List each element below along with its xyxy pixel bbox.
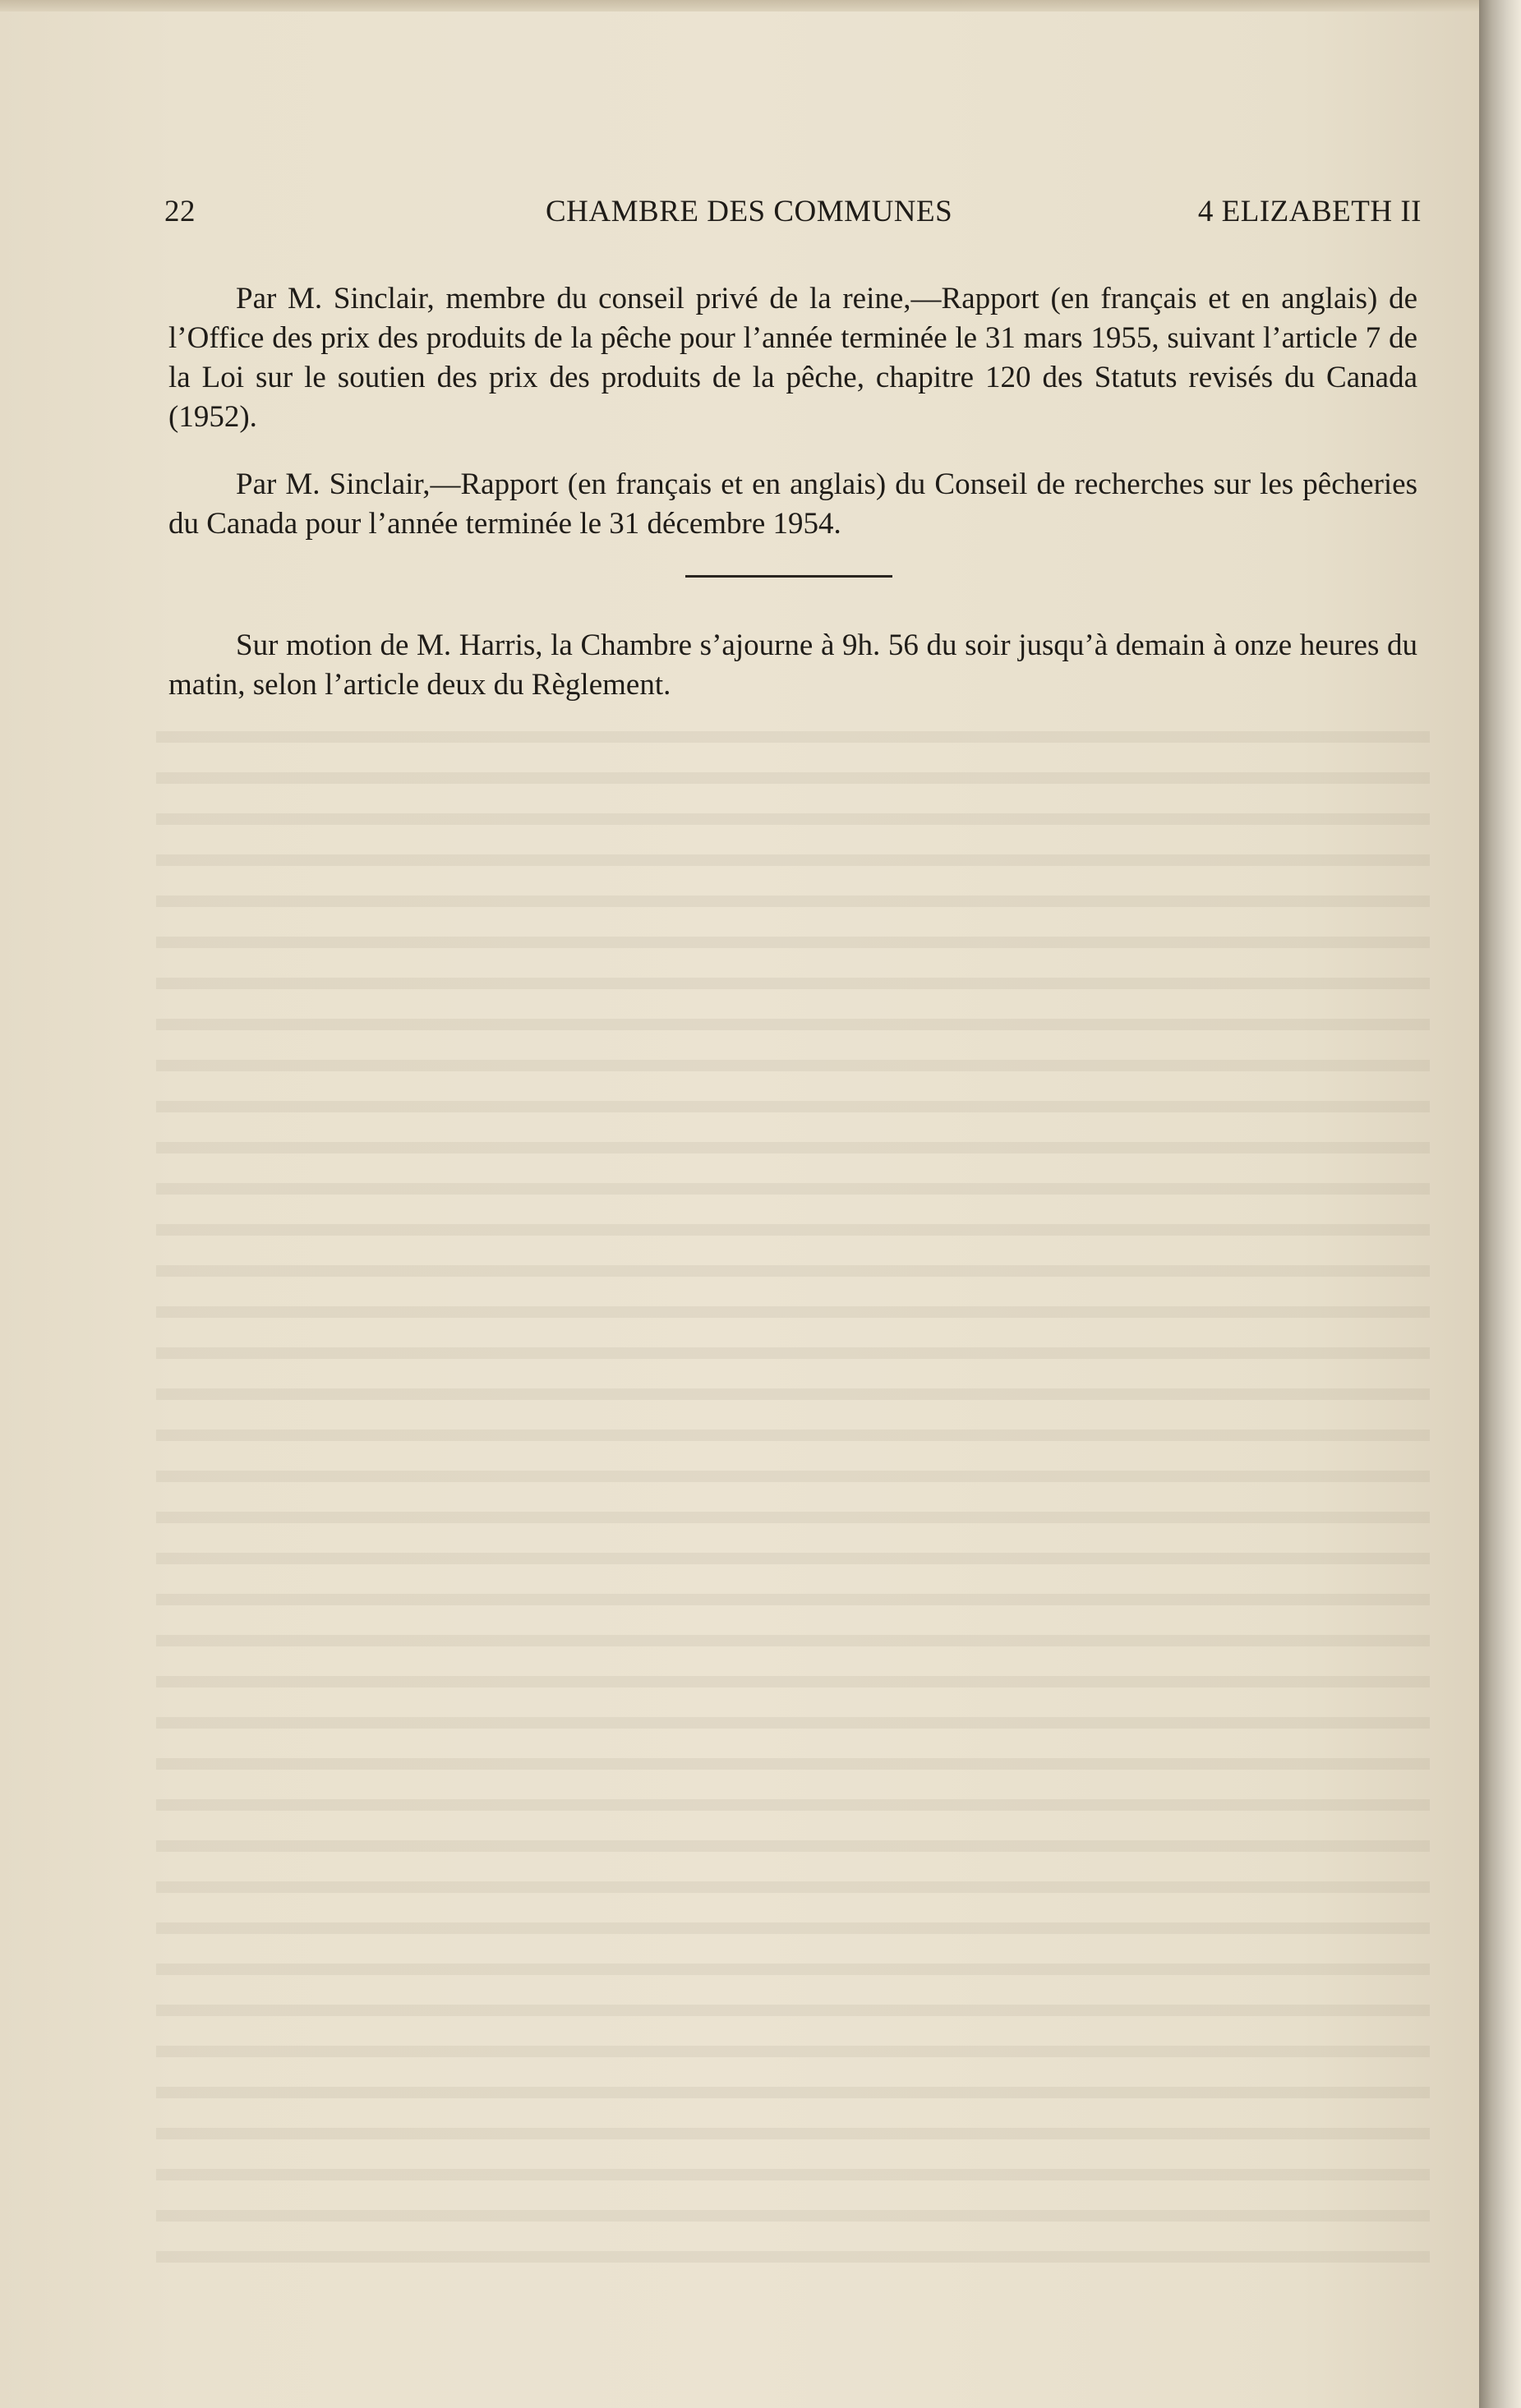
section-divider xyxy=(685,575,892,578)
book-gutter-edge xyxy=(1479,0,1521,2408)
paragraph-adjournment-motion: Sur motion de M. Harris, la Chambre s’ajourne à 9h. 56 du soir jusqu’à demain à onze heures du matin, selon l’article deux du Règlement. xyxy=(168,628,1417,702)
page-top-edge xyxy=(0,0,1479,12)
paragraph-sinclair-fisheries-research-report: Par M. Sinclair,—Rapport (en français et en anglais) du Conseil de recherches sur les pêcheries du Canada pour l’année terminée le 31 décembre 1954. xyxy=(168,467,1417,541)
running-title: CHAMBRE DES COMMUNES xyxy=(546,195,953,228)
bleed-through-texture xyxy=(156,707,1430,2268)
running-header xyxy=(164,194,1422,243)
regnal-year: 4 ELIZABETH II xyxy=(1197,195,1422,228)
page-number: 22 xyxy=(164,195,196,228)
paragraph-sinclair-fish-prices-report: Par M. Sinclair, membre du conseil privé de la reine,—Rapport (en français et en anglais) de l’Office des prix des produits de la pêche pour l’année terminée le 31 mars 1955, suivant l’article 7 de la Loi sur le soutien des prix des produits de la pêche, chapitre 120 des Statuts revisés du Canada (1952). xyxy=(168,282,1417,434)
